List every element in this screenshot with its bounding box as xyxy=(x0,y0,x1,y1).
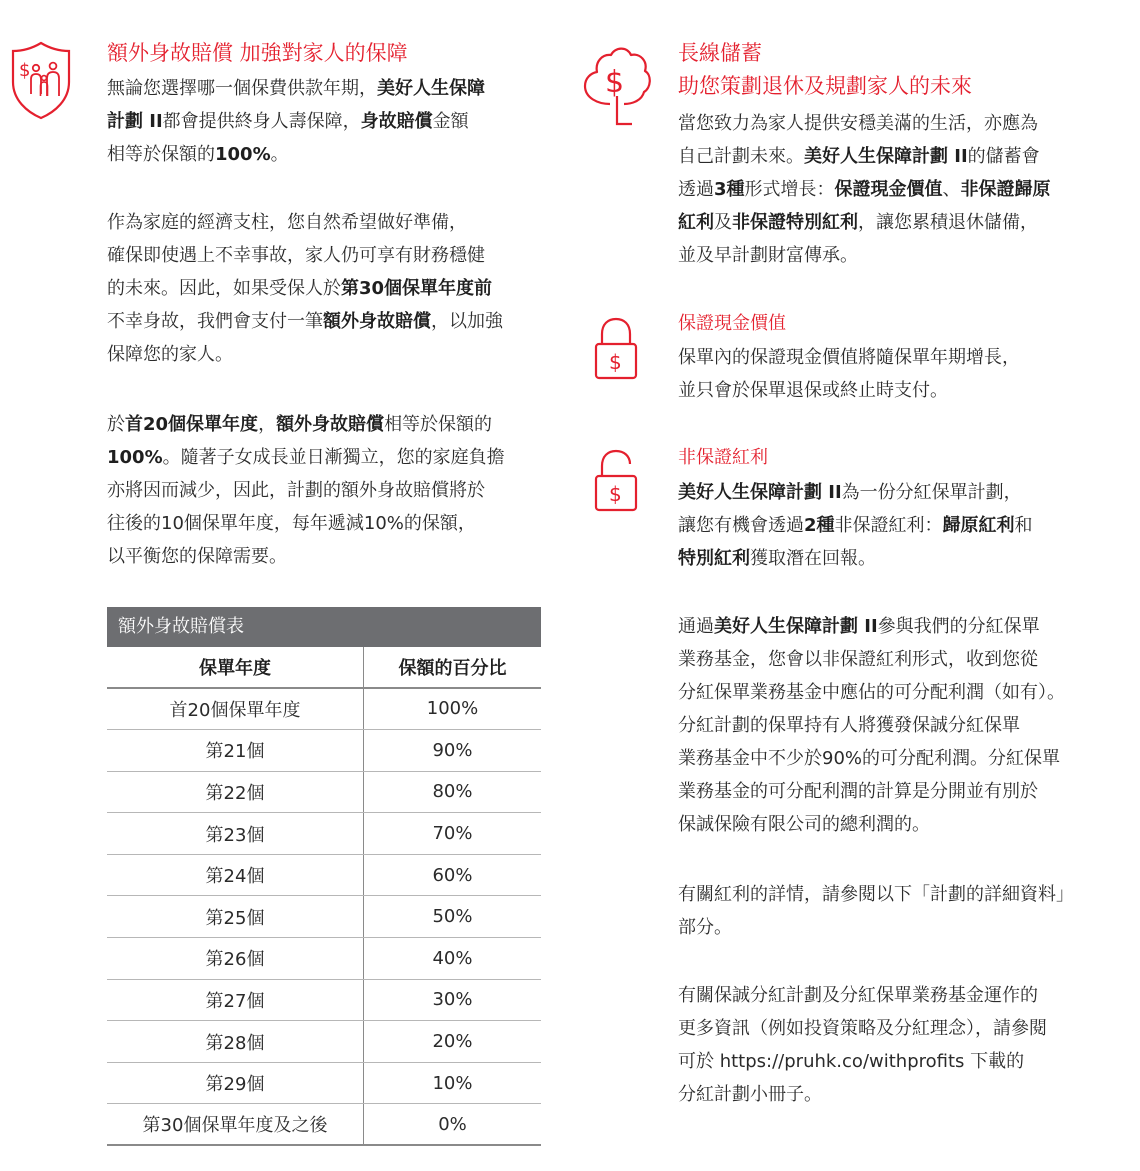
bold-text: 特別紅利 xyxy=(678,548,750,569)
table-title: 額外身故賠償表 xyxy=(107,607,541,647)
table-row xyxy=(107,896,541,938)
text-line xyxy=(107,305,503,338)
table-cell-percent: 100% xyxy=(426,698,479,720)
bold-text: 美好人生保障計劃 II xyxy=(804,146,968,167)
text-line xyxy=(107,441,505,474)
bold-text: 額外身故賠償 xyxy=(276,414,385,435)
text-segment: 有關保誠分紅計劃及分紅保單業務基金運作的 xyxy=(678,985,1038,1006)
text-line xyxy=(107,105,485,138)
bold-text: 第30個保單年度前 xyxy=(341,278,493,299)
bold-text: 紅利 xyxy=(678,212,714,233)
svg-text:$: $ xyxy=(19,60,31,81)
text-segment: 有關紅利的詳情，請參閱以下「計劃的詳細資料」 xyxy=(678,884,1074,905)
text-line xyxy=(678,173,1051,206)
table-row xyxy=(107,730,541,772)
bold-text: 2種 xyxy=(804,515,835,536)
text-line xyxy=(107,540,505,573)
text-segment: 都會提供終身人壽保障， xyxy=(162,111,361,132)
text-segment: 作為家庭的經濟支柱，您自然希望做好準備， xyxy=(107,212,467,233)
bold-text: 保證現金價值 xyxy=(834,179,943,200)
table-cell-year: 第23個 xyxy=(107,813,364,854)
bold-text: 美好人生保障 xyxy=(377,78,485,99)
svg-text:$: $ xyxy=(605,65,625,100)
text-segment: 參與我們的分紅保單 xyxy=(877,616,1040,637)
text-segment: 。隨著子女成長並日漸獨立，您的家庭負擔 xyxy=(162,447,505,468)
text-line xyxy=(107,507,505,540)
text-line xyxy=(678,1045,1047,1078)
text-segment: ， xyxy=(258,414,277,435)
bold-text: 非保證歸原 xyxy=(960,179,1051,200)
text-segment: 的儲蓄會 xyxy=(967,146,1040,167)
text-segment: 獲取潛在回報。 xyxy=(750,548,876,569)
text-segment: 分紅計劃的保單持有人將獲發保誠分紅保單 xyxy=(678,715,1020,736)
text-line xyxy=(107,338,503,371)
table-cell-year: 第25個 xyxy=(107,896,364,937)
table-row xyxy=(107,855,541,897)
text-segment: 並只會於保單退保或終止時支付。 xyxy=(678,380,948,401)
svg-text:$: $ xyxy=(609,350,622,374)
text-segment: 的未來。因此，如果受保人於 xyxy=(107,278,341,299)
text-line xyxy=(678,808,1065,841)
text-segment: ，以加強 xyxy=(431,311,503,332)
text-segment: 相等於保額的 xyxy=(384,414,493,435)
text-segment: 自己計劃未來。 xyxy=(678,146,804,167)
table-cell-year: 第21個 xyxy=(107,730,364,771)
text-line xyxy=(678,709,1065,742)
text-segment: 可於 https://pruhk.co/withprofits 下載的 xyxy=(678,1051,1025,1072)
text-segment: 無論您選擇哪一個保費供款年期， xyxy=(107,78,377,99)
text-line xyxy=(107,72,485,105)
svg-text:$: $ xyxy=(609,482,622,506)
bold-text: 100% xyxy=(215,144,271,165)
table-cell-year: 第30個保單年度及之後 xyxy=(107,1104,364,1144)
text-segment: 分紅保單業務基金中應佔的可分配利潤（如有）。 xyxy=(678,682,1065,703)
padlock-open-icon xyxy=(593,448,639,514)
text-segment: 及 xyxy=(714,212,732,233)
text-segment: 非保證紅利： xyxy=(834,515,943,536)
text-line xyxy=(678,206,1051,239)
text-line xyxy=(678,676,1065,709)
table-row xyxy=(107,938,541,980)
left-heading: 額外身故賠償 加強對家人的保障 xyxy=(107,41,408,65)
cash-value-title: 保證現金價值 xyxy=(678,313,786,334)
text-segment: 。 xyxy=(270,144,289,165)
text-segment: 業務基金的可分配利潤的計算是分開並有別於 xyxy=(678,781,1038,802)
text-segment: 金額 xyxy=(432,111,469,132)
text-segment: 和 xyxy=(1014,515,1033,536)
table-cell-percent: 90% xyxy=(432,739,473,761)
text-line xyxy=(678,1078,1047,1111)
text-line xyxy=(678,643,1065,676)
table-cell-percent: 30% xyxy=(432,989,473,1011)
table-row xyxy=(107,1104,541,1146)
table-cell-year: 第27個 xyxy=(107,980,364,1021)
text-segment: 部分。 xyxy=(678,917,732,938)
text-line xyxy=(678,911,1074,944)
text-line xyxy=(678,341,1020,374)
table-cell-percent: 50% xyxy=(432,906,473,928)
bold-text: 身故賠償 xyxy=(360,111,433,132)
text-segment: 保障您的家人。 xyxy=(107,344,233,365)
death-benefit-table xyxy=(107,607,541,1146)
text-segment: 、 xyxy=(942,179,961,200)
table-cell-percent: 0% xyxy=(438,1113,467,1135)
table-cell-year: 第22個 xyxy=(107,772,364,813)
text-line xyxy=(678,476,1033,509)
table-cell-percent: 20% xyxy=(432,1031,473,1053)
text-segment: 相等於保額的 xyxy=(107,144,215,165)
table-cell-year: 第24個 xyxy=(107,855,364,896)
text-segment: 往後的10個保單年度，每年遞減10%的保額， xyxy=(107,513,476,534)
text-line xyxy=(107,474,505,507)
table-cell-year: 第29個 xyxy=(107,1063,364,1104)
table-row xyxy=(107,1063,541,1105)
text-segment: 當您致力為家人提供安穩美滿的生活，亦應為 xyxy=(678,113,1038,134)
text-line xyxy=(107,408,505,441)
text-segment: 保誠保險有限公司的總利潤的。 xyxy=(678,814,930,835)
text-line xyxy=(678,107,1051,140)
text-segment: 並及早計劃財富傳承。 xyxy=(678,245,858,266)
text-segment: 讓您有機會透過 xyxy=(678,515,804,536)
text-segment: 亦將因而減少，因此，計劃的額外身故賠償將於 xyxy=(107,480,485,501)
family-shield-icon xyxy=(9,40,73,120)
text-line xyxy=(107,239,503,272)
text-line xyxy=(678,610,1065,643)
bold-text: 首20個保單年度 xyxy=(125,414,259,435)
bonus-text-2 xyxy=(678,610,1065,841)
table-header-year: 保單年度 xyxy=(107,647,364,687)
text-line xyxy=(678,239,1051,272)
left-paragraph-3 xyxy=(107,408,505,573)
table-row xyxy=(107,1021,541,1063)
right-heading-line-1: 長線儲蓄 xyxy=(678,41,762,65)
text-segment: 更多資訊（例如投資策略及分紅理念），請參閱 xyxy=(678,1018,1047,1039)
text-line xyxy=(107,272,503,305)
text-line xyxy=(107,138,485,171)
bonus-text-1 xyxy=(678,476,1033,575)
table-row xyxy=(107,689,541,731)
table-cell-percent: 70% xyxy=(432,823,473,845)
text-line xyxy=(678,140,1051,173)
text-segment: 於 xyxy=(107,414,125,435)
bold-text: 非保證特別紅利 xyxy=(732,212,858,233)
table-cell-year: 第28個 xyxy=(107,1021,364,1062)
bold-text: 歸原紅利 xyxy=(942,515,1015,536)
text-segment: 業務基金中不少於90%的可分配利潤。分紅保單 xyxy=(678,748,1061,769)
left-paragraph-1 xyxy=(107,72,485,171)
text-line xyxy=(678,374,1020,407)
table-cell-year: 第26個 xyxy=(107,938,364,979)
table-cell-year: 首20個保單年度 xyxy=(107,689,364,730)
text-line xyxy=(678,878,1074,911)
text-segment: 保單內的保證現金價值將隨保單年期增長， xyxy=(678,347,1020,368)
text-segment: 分紅計劃小冊子。 xyxy=(678,1084,822,1105)
text-line xyxy=(678,775,1065,808)
text-line xyxy=(678,979,1047,1012)
text-line xyxy=(678,542,1033,575)
text-segment: 業務基金，您會以非保證紅利形式，收到您從 xyxy=(678,649,1038,670)
bold-text: 3種 xyxy=(714,179,745,200)
bold-text: 美好人生保障計劃 II xyxy=(714,616,878,637)
table-header-row xyxy=(107,647,541,689)
text-segment: 確保即使遇上不幸事故，家人仍可享有財務穩健 xyxy=(107,245,485,266)
bonus-text-4 xyxy=(678,979,1047,1111)
text-segment: 以平衡您的保障需要。 xyxy=(107,546,287,567)
table-cell-percent: 60% xyxy=(432,864,473,886)
table-header-percent: 保額的百分比 xyxy=(398,657,507,679)
text-segment: ，讓您累積退休儲備， xyxy=(858,212,1038,233)
text-line xyxy=(678,742,1065,775)
text-line xyxy=(107,206,503,239)
text-segment: 不幸身故，我們會支付一筆 xyxy=(107,311,323,332)
bonus-title: 非保證紅利 xyxy=(678,447,768,468)
bold-text: 計劃 II xyxy=(107,111,163,132)
cash-value-text xyxy=(678,341,1020,407)
right-heading-line-2: 助您策劃退休及規劃家人的未來 xyxy=(678,74,972,98)
bonus-text-3 xyxy=(678,878,1074,944)
bold-text: 美好人生保障計劃 II xyxy=(678,482,842,503)
padlock-closed-icon xyxy=(593,316,639,382)
text-segment: 形式增長： xyxy=(744,179,835,200)
text-segment: 透過 xyxy=(678,179,714,200)
table-row xyxy=(107,813,541,855)
right-intro-paragraph xyxy=(678,107,1051,272)
text-line xyxy=(678,509,1033,542)
money-tree-icon xyxy=(580,40,654,130)
bold-text: 額外身故賠償 xyxy=(323,311,431,332)
table-row xyxy=(107,772,541,814)
table-cell-percent: 10% xyxy=(432,1072,473,1094)
table-cell-percent: 40% xyxy=(432,947,473,969)
bold-text: 100% xyxy=(107,447,163,468)
table-row xyxy=(107,980,541,1022)
text-line xyxy=(678,1012,1047,1045)
text-segment: 通過 xyxy=(678,616,714,637)
table-cell-percent: 80% xyxy=(432,781,473,803)
text-segment: 為一份分紅保單計劃， xyxy=(841,482,1022,503)
left-paragraph-2 xyxy=(107,206,503,371)
